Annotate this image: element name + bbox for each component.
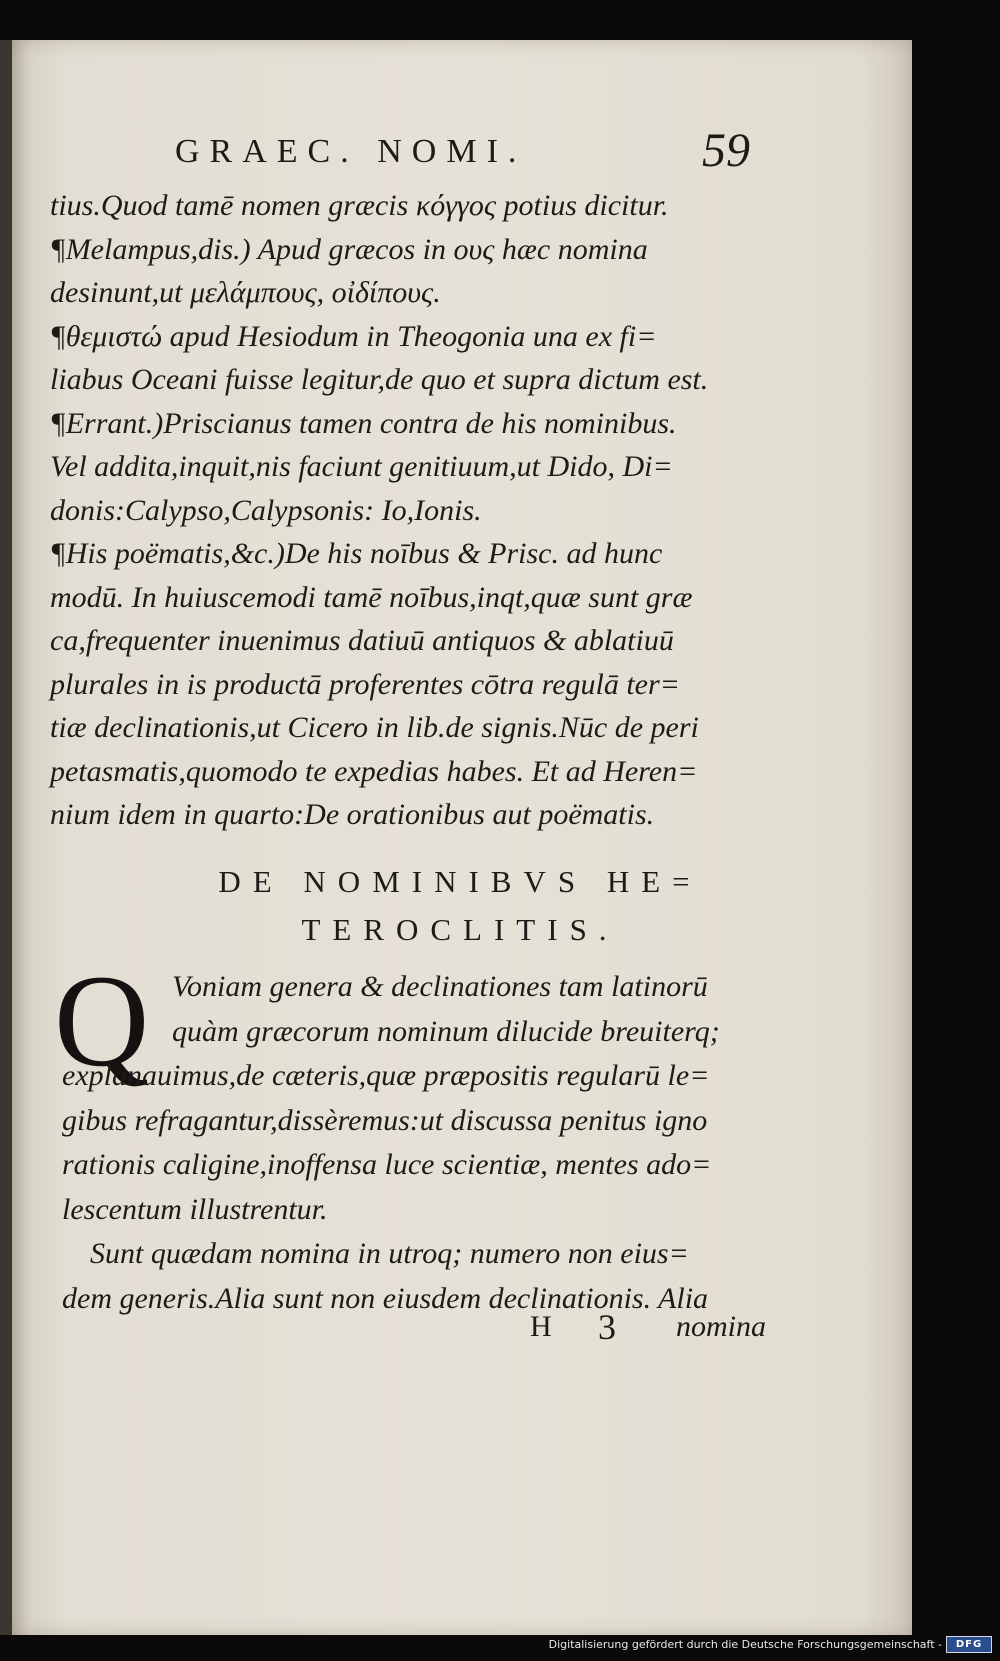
text-line-11: ca,frequenter inuenimus datiuū antiquos & ablatiuū bbox=[50, 624, 674, 657]
text-line-13: tiæ declinationis,ut Cicero in lib.de signis.Nūc de peri bbox=[50, 711, 699, 744]
section-heading-line-2: TEROCLITIS. bbox=[301, 912, 619, 947]
text-line-5: liabus Oceani fuisse legitur,de quo et supra dictum est. bbox=[50, 363, 709, 396]
section-line-4: gibus refragantur,dissèremus:ut discussa penitus igno bbox=[62, 1103, 708, 1137]
signature-mark: H bbox=[530, 1310, 552, 1343]
section-line-2: quàm græcorum nominum dilucide breuiterq; bbox=[172, 1014, 720, 1048]
page-number: 59 bbox=[702, 124, 750, 177]
text-line-10: modū. In huiuscemodi tamē noībus,inqt,quæ sunt græ bbox=[50, 580, 693, 614]
text-line-7: Vel addita,inquit,nis faciunt genitiuum,ut Dido, Di= bbox=[50, 450, 673, 483]
section-line-5: rationis caligine,inoffensa luce scientiæ, mentes ado= bbox=[62, 1148, 712, 1181]
catchword: nomina bbox=[676, 1310, 766, 1343]
section-line-6: lescentum illustrentur. bbox=[62, 1192, 328, 1226]
commentary-text bbox=[50, 184, 780, 837]
book-gutter-edge bbox=[0, 40, 12, 1635]
signature-number: 3 bbox=[598, 1307, 616, 1347]
running-head: GRAEC. NOMI. bbox=[175, 133, 527, 170]
text-line-6: ¶Errant.)Priscianus tamen contra de his nominibus. bbox=[50, 406, 677, 440]
section-line-3: explanauimus,de cæteris,quæ præpositis regularū le= bbox=[62, 1059, 710, 1092]
section-line-1: Voniam genera & declinationes tam latinorū bbox=[172, 970, 708, 1003]
section-heading-line-1: DE NOMINIBVS HE= bbox=[218, 864, 702, 899]
text-line-8: donis:Calypso,Calypsonis: Io,Ionis. bbox=[50, 493, 482, 527]
text-line-1: tius.Quod tamē nomen græcis κόγγος potius dicitur. bbox=[50, 189, 669, 222]
text-line-12: plurales in is productā proferentes cōtra regulā ter= bbox=[50, 667, 680, 701]
text-line-15: nium idem in quarto:De orationibus aut poëmatis. bbox=[50, 798, 655, 831]
section-line-7: Sunt quædam nomina in utroq; numero non eius= bbox=[90, 1237, 689, 1270]
text-line-4: ¶θεμιστώ apud Hesiodum in Theogonia una ex fi= bbox=[50, 319, 657, 353]
section-body-text bbox=[62, 965, 782, 1321]
text-line-3: desinunt,ut μελάμπους, οἰδίπους. bbox=[50, 276, 441, 309]
section-line-8: dem generis.Alia sunt non eiusdem declinationis. Alia bbox=[62, 1281, 709, 1315]
digitization-credit: Digitalisierung gefördert durch die Deutsche Forschungsgemeinschaft - bbox=[548, 1638, 942, 1651]
drop-cap-initial: Q bbox=[54, 947, 150, 1094]
text-line-14: petasmatis,quomodo te expedias habes. Et ad Heren= bbox=[50, 754, 698, 788]
text-line-2: ¶Melampus,dis.) Apud græcos in ους hæc nomina bbox=[50, 232, 648, 266]
section-heading bbox=[140, 858, 780, 954]
dfg-logo: DFG bbox=[946, 1636, 992, 1653]
text-line-9: ¶His poëmatis,&c.)De his noībus & Prisc. ad hunc bbox=[50, 537, 663, 570]
